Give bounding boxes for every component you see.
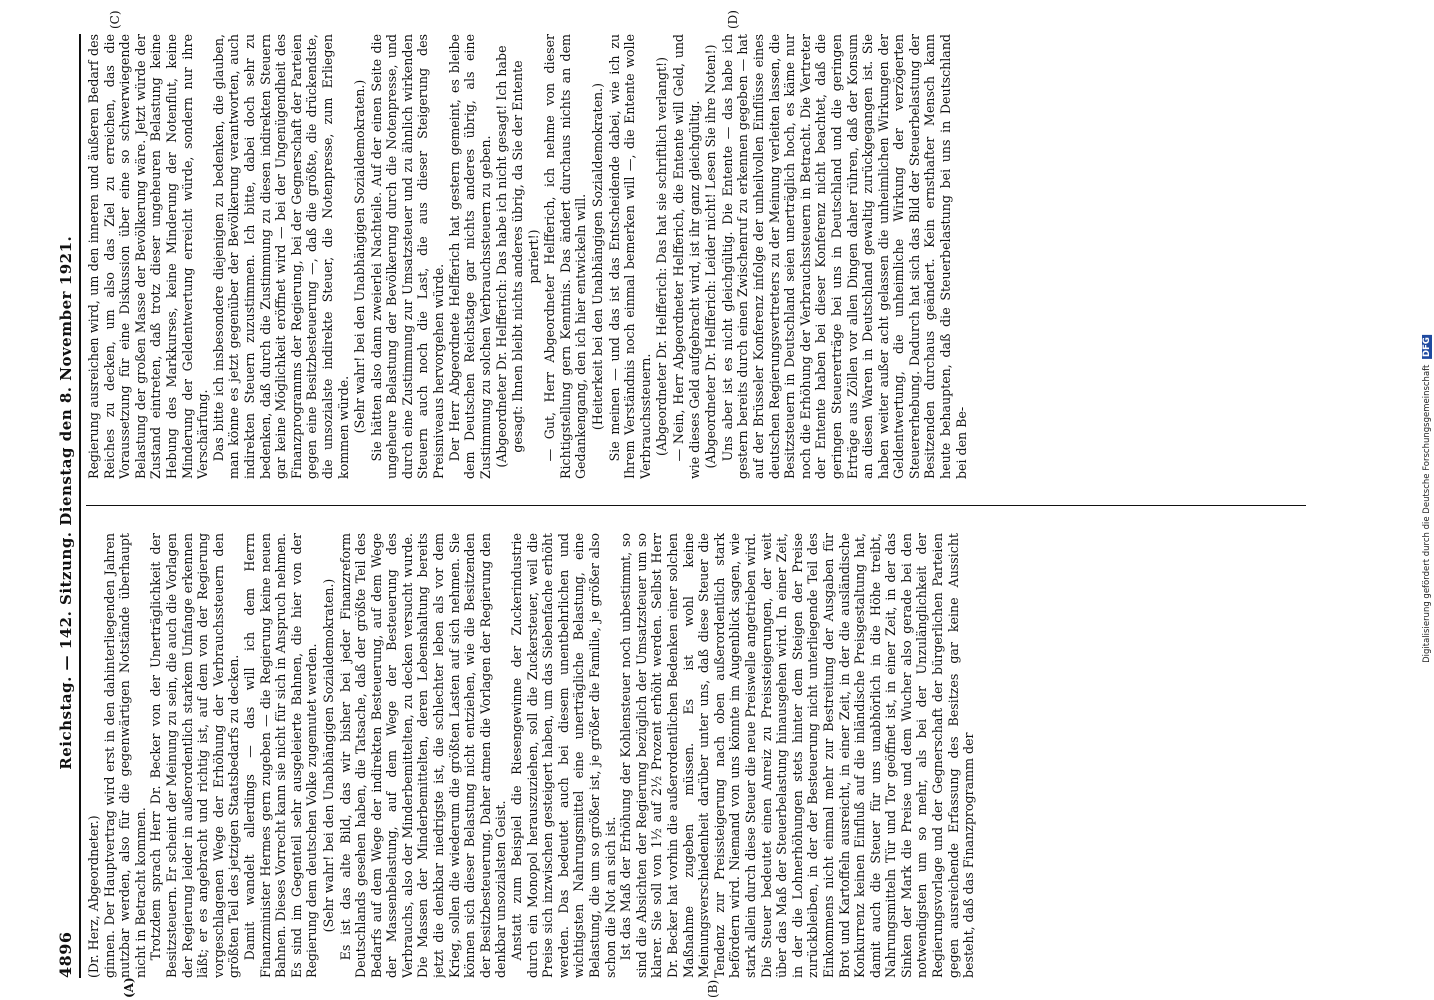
digitization-credit xyxy=(1420,4,1434,994)
document-page xyxy=(56,10,1306,998)
page-title: Reichstag. — 142. Sitzung. Dienstag den 8. November 1921. xyxy=(57,235,75,770)
column-divider xyxy=(86,505,1306,506)
interjection: (Heiterkeit bei den Unabhängigen Sozialdemokraten.) xyxy=(590,82,605,431)
interjection: (Sehr wahr! bei den Unabhängigen Sozialdemokraten.) xyxy=(320,578,336,933)
left-column xyxy=(86,533,1306,978)
paragraph: Uns aber ist es nicht gleichgültig. Die Entente — das habe ich gestern bereits durch einen Zwischenruf zu erkennen gegeben — hat auf der Brüsseler Konferenz infolge der unheilvollen Einflüsse eines deutschen Regierungsvertreters zu der Meinung verleiten lassen, die Besitzsteuern in Deutschland seien unerträglich hoch, es käme nur noch die Erhöhung der Verbrauchssteuern in Betracht. Die Vertreter der Entente haben bei dieser Konferenz nicht beachtet, daß die geringen Steuererträge bei uns in Deutschland und die geringen Erträge aus Zöllen vor allen Dingen daher rühren, daß der Konsum an diesen Waren in Deutschland gewaltig zurückgegangen ist. Sie haben weiter außer acht gelassen die unheimlichen Wirkungen der Geldentwertung, die unheimliche Wirkung der verzögerten Steuererhebung. Dadurch hat sich das Bild der Steuerbelastung der Besitzenden durchaus geändert. Kein ernsthafter Mensch kann heute behaupten, daß die Steuerbelastung bei uns in Deutschland bei den Be- xyxy=(719,34,969,479)
paragraph: Regierung ausreichen wird, um den inneren und äußeren Bedarf des Reiches zu decken, um also das Ziel zu erreichen, das die Voraussetzung für eine Diskussion über eine so schwerwiegende Belastung der großen Masse der Bevölkerung wäre. Jetzt würde der Zustand eintreten, daß trotz dieser ungeheuren Belastung keine Hebung des Markkurses, keine Minderung der Notenflut, keine Minderung der Geldentwertung erreicht würde, sondern nur ihre Verschärfung. xyxy=(86,34,211,479)
paragraph: Sie meinen — und das ist das Entscheidende dabei, wie ich zu Ihrem Verständnis noch einmal bemerken will —, die Entente wolle Verbrauchssteuern. xyxy=(606,34,653,479)
paragraph: Es ist das alte Bild, das wir bisher bei jeder Finanzreform Deutschlands gesehen haben, die Tatsache, daß der größte Teil des Bedarfs auf dem Wege der indirekten Besteuerung, auf dem Wege der Massenbelastung, auf dem Wege der Besteuerung des Verbrauchs, also der Minderbemittelten, zu decken versucht wurde. Die Massen der Minderbemittelten, deren Lebenshaltung bereits jetzt die denkbar niedrigste ist, die schlechter leben als vor dem Krieg, sollen die wiederum die größten Lasten auf sich nehmen. Sie können sich dieser Belastung nicht entziehen, wie die Besitzenden der Besitzbesteuerung. Daher atmen die Vorlagen der Regierung den denkbar unsozialsten Geist. xyxy=(337,533,509,978)
paragraph: Das bitte ich insbesondere diejenigen zu bedenken, die glauben, man könne es jetzt gegenüber der Bevölkerung verantworten, auch indirekten Steuern zuzustimmen. Ich bitte, dabei doch sehr zu bedenken, daß durch die Zustimmung zu diesen indirekten Steuern gar keine Möglichkeit eröffnet wird — bei der Ungenügendheit des Finanzprogramms der Regierung, bei der Gegnerschaft der Parteien gegen eine Besitzbesteuerung —, daß die größte, die drückendste, die unsozialste indirekte Steuer, die Notenpresse, zum Erliegen kommen würde. xyxy=(210,34,351,479)
paragraph: (Dr. Herz, Abgeordneter.) xyxy=(86,815,101,978)
margin-mark-a: (A) xyxy=(122,977,136,998)
margin-mark-d: (D) xyxy=(726,10,740,29)
paragraph: Damit wandelt allerdings — das will ich dem Herrn Finanzminister Hermes gern zugeben — die Regierung keine neuen Bahnen. Dieses Vorrecht kann sie nicht für sich in Anspruch nehmen. Es sind im Gegenteil sehr ausgeleierte Bahnen, die hier von der Regierung dem deutschen Volke zugemutet werden. xyxy=(241,533,320,978)
right-column xyxy=(86,34,1306,479)
paragraph: Trotzdem sprach Herr Dr. Becker von der Unerträglichkeit der Besitzsteuern. Er scheint der Meinung zu sein, die auch die Vorlagen der Regierung leider in außerordentlich starkem Umfange erkennen läßt; er es angebracht und richtig ist, auf dem von der Regierung vorgeschlagenen Wege der Erhöhung der Verbrauchssteuern den größten Teil des jetzigen Staatsbedarfs zu decken. xyxy=(148,533,242,978)
interjection: (Sehr wahr! bei den Unabhängigen Sozialdemokraten.) xyxy=(352,79,368,434)
margin-mark-c: (C) xyxy=(108,10,122,29)
paragraph: Der Herr Abgeordnete Helfferich hat gestern gemeint, es bleibe dem Deutschen Reichstage gar nichts anderes übrig, als eine Zustimmung zu solchen Verbrauchssteuern zu geben. xyxy=(446,34,493,479)
paragraph: — Nein, Herr Abgeordneter Helfferich, die Entente will Geld, und wie dieses Geld aufgebracht wird, ist ihr ganz gleichgültig. xyxy=(670,34,702,479)
paragraph: ginnen. Der Hauptvertrag wird erst in den dahinterliegenden Jahren nutzbar werden, also für die gegenwärtigen Notstände überhaupt nicht in Betracht kommen. xyxy=(101,533,148,978)
text-columns xyxy=(86,10,1306,998)
page-header xyxy=(56,34,81,978)
dfg-logo: DFG xyxy=(1422,337,1432,357)
interjection: (Abgeordneter Dr. Helfferich: Das hat sie schriftlich verlangt!) xyxy=(654,56,670,457)
credit-text: Digitalisierung gefördert durch die Deutsche Forschungsgemeinschaft xyxy=(1422,364,1432,663)
margin-mark-b: (B) xyxy=(706,979,720,998)
page-number: 4896 xyxy=(56,931,75,978)
paragraph: — Gut, Herr Abgeordneter Helfferich, ich nehme von dieser Richtigstellung gern Kenntnis. Das ändert durchaus nichts an dem Gedankengang, den ich hier entwickeln will. xyxy=(542,34,589,479)
paragraph: Anstatt zum Beispiel die Riesengewinne der Zuckerindustrie durch ein Monopol herauszuziehen, soll die Zuckersteuer, weil die Preise sich inzwischen gesteigert haben, um das Siebenfache erhöht werden. Das bedeutet auch bei diesem unentbehrlichen und wichtigsten Nahrungsmittel eine unerträgliche Belastung, eine Belastung, die um so größer ist, je größer die Familie, je größer also schon die Not an sich ist. xyxy=(509,533,618,978)
interjection: (Abgeordneter Dr. Helfferich: Das habe ich nicht gesagt! Ich habe gesagt: Ihnen bleibt nichts anderes übrig, da Sie der Entente pariert!) xyxy=(494,45,541,468)
paragraph: Ist das Maß der Erhöhung der Kohlensteuer noch unbestimmt, so sind die Absichten der Regierung bezüglich der Umsatzsteuer um so klarer. Sie soll von 1½ auf 2½ Prozent erhöht werden. Selbst Herr Dr. Becker hat vorhin die außerordentlichen Bedenken einer solchen Maßnahme zugeben müssen. Es ist wohl keine Meinungsverschiedenheit darüber unter uns, daß diese Steuer die Tendenz zur Preissteigerung nach oben außerordentlich stark befördern wird. Niemand von uns könnte im Augenblick sagen, wie stark allein durch diese Steuer die neue Preiswelle angetrieben wird. Die Steuer bedeutet einen Anreiz zu Preissteigerungen, der weit über das Maß der Steuerbelastung hinausgehen wird. In einer Zeit, in der die Lohnerhöhungen stets hinter dem Steigen der Preise zurückbleiben, in der der Besteuerung nicht unterliegende Teil des Einkommens nicht einmal mehr zur Bestreitung der Ausgaben für Brot und Kartoffeln ausreicht, in einer Zeit, in der die ausländische Konkurrenz keinen Einfluß auf die inländische Preisgestaltung hat, damit auch die Steuer für uns unabhörlich in die Höhe treibt, Nahrungsmitteln Tür und Tor geöffnet ist, in einer Zeit, in der das Sinken der Mark die Preise und dem Wucher also gerade bei den notwendigsten um so mehr, als bei der Unzulänglichkeit der Regierungsvorlage und der Gegnerschaft der bürgerlichen Parteien gegen ausreichende Erfassung des Besitzes gar keine Aussicht besteht, daß das Finanzprogramm der xyxy=(618,533,977,978)
interjection: (Abgeordneter Dr. Helfferich: Leider nicht! Lesen Sie ihre Noten!) xyxy=(703,44,719,469)
paragraph: Sie hätten also dann zweierlei Nachteile. Auf der einen Seite die ungeheure Belastung der Bevölkerung durch die Notenpresse, und durch eine Zustimmung zur Umsatzsteuer und zu ähnlich wirkenden Steuern auch noch die Last, die aus dieser Steigerung des Preisniveaus hervorgehen würde. xyxy=(368,34,447,479)
